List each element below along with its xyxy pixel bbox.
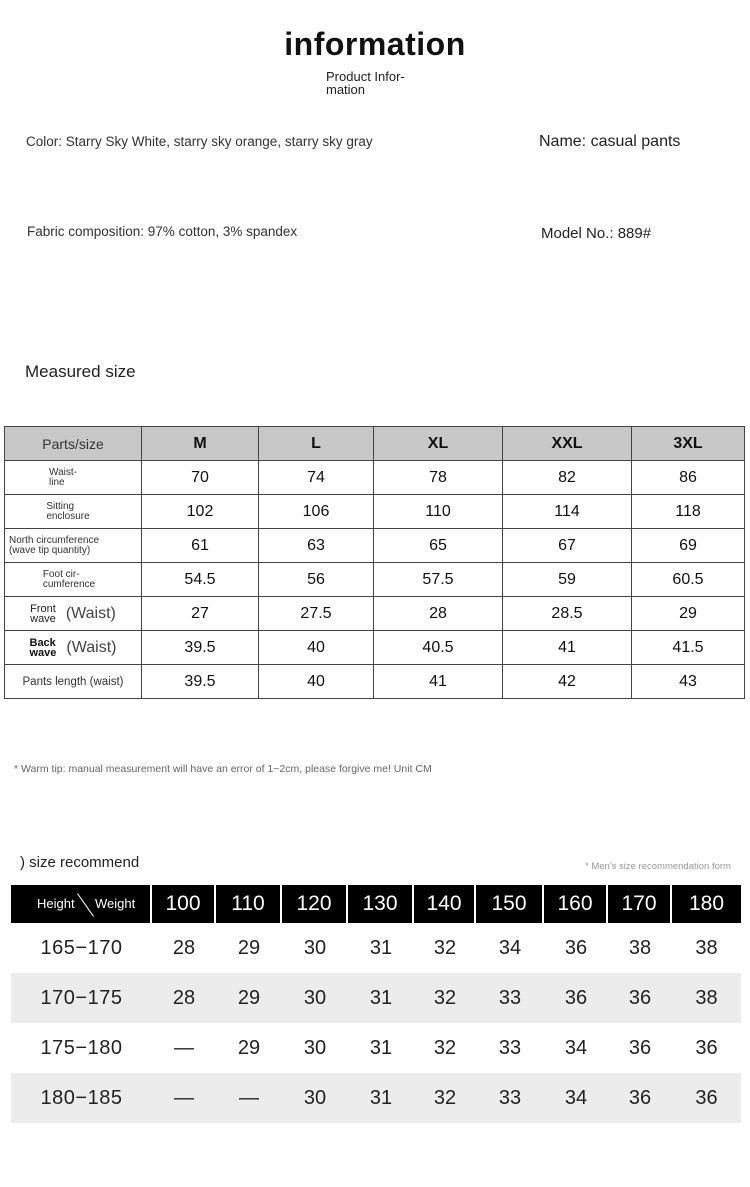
size-cell: 36 [608, 1073, 672, 1123]
value-cell: 54.5 [142, 563, 259, 597]
size-cell: 29 [216, 973, 282, 1023]
value-cell: 40 [259, 631, 374, 665]
value-cell: 118 [632, 495, 745, 529]
value-cell: 69 [632, 529, 745, 563]
part-label-line: (wave tip quantity) [9, 544, 91, 556]
size-cell: 31 [348, 1073, 414, 1123]
part-label-extra: (Waist) [66, 638, 117, 656]
size-cell: 31 [348, 973, 414, 1023]
table-row [5, 597, 745, 631]
part-label [5, 597, 142, 631]
value-cell: 63 [259, 529, 374, 563]
measured-size-table [4, 426, 745, 699]
size-cell: 34 [476, 923, 544, 973]
part-label-line: enclosure [46, 510, 90, 522]
warm-tip: * Warm tip: manual measurement will have an error of 1~2cm, please forgive me! Unit CM [14, 763, 432, 775]
value-cell: 78 [374, 461, 503, 495]
value-cell: 102 [142, 495, 259, 529]
size-cell: 38 [672, 923, 741, 973]
size-cell: 28 [152, 973, 216, 1023]
table-row [5, 563, 745, 597]
size-cell: 32 [414, 973, 476, 1023]
size-cell: 36 [608, 973, 672, 1023]
value-cell: 61 [142, 529, 259, 563]
corner-height-label: Height [37, 896, 75, 911]
value-cell: 86 [632, 461, 745, 495]
size-cell: — [152, 1073, 216, 1123]
value-cell: 57.5 [374, 563, 503, 597]
weight-header: 180 [672, 885, 741, 923]
value-cell: 39.5 [142, 631, 259, 665]
size-cell: 29 [216, 1023, 282, 1073]
value-cell: 65 [374, 529, 503, 563]
size-cell: 38 [672, 973, 741, 1023]
part-label-extra: (Waist) [65, 604, 116, 622]
part-label-line: Front [30, 602, 56, 615]
size-cell: 32 [414, 923, 476, 973]
weight-header: 130 [348, 885, 414, 923]
size-cell: 30 [282, 973, 348, 1023]
part-label-line: Back [29, 636, 56, 649]
size-cell: 33 [476, 973, 544, 1023]
size-cell: 34 [544, 1023, 608, 1073]
size-cell: 34 [544, 1073, 608, 1123]
table-row [11, 1073, 741, 1123]
part-label [5, 461, 142, 495]
table-row [5, 461, 745, 495]
size-cell: 30 [282, 923, 348, 973]
corner-weight-label: Weight [95, 896, 136, 911]
header-size-l: L [259, 427, 374, 461]
height-range: 165−170 [11, 923, 152, 973]
header-size-xxl: XXL [503, 427, 632, 461]
size-cell: 36 [544, 923, 608, 973]
value-cell: 40.5 [374, 631, 503, 665]
recommend-header-row [11, 885, 741, 923]
size-cell: 32 [414, 1023, 476, 1073]
weight-header: 100 [152, 885, 216, 923]
name-info: Name: casual pants [539, 133, 681, 150]
part-label-line: Waist- [49, 466, 77, 478]
value-cell: 41 [374, 665, 503, 699]
size-cell: 31 [348, 923, 414, 973]
value-cell: 41 [503, 631, 632, 665]
page-subtitle [326, 70, 436, 96]
table-row [11, 1023, 741, 1073]
model-info: Model No.: 889# [541, 225, 652, 242]
header-size-m: M [142, 427, 259, 461]
page-title: information [284, 26, 466, 62]
part-label-line: North circumference [9, 534, 100, 546]
size-table-header [5, 427, 745, 461]
value-cell: 27.5 [259, 597, 374, 631]
subtitle-line: Product Infor- [326, 69, 405, 84]
header-size-xl: XL [374, 427, 503, 461]
size-cell: — [152, 1023, 216, 1073]
table-row [5, 631, 745, 665]
size-cell: 36 [608, 1023, 672, 1073]
recommendation-form-label: * Men's size recommendation form [585, 861, 731, 872]
table-row [11, 973, 741, 1023]
part-label: Pants length (waist) [5, 665, 142, 699]
fabric-info: Fabric composition: 97% cotton, 3% spandex [27, 224, 298, 239]
table-row [5, 529, 745, 563]
part-label-line: Sitting [46, 500, 75, 512]
value-cell: 41.5 [632, 631, 745, 665]
part-label-line: wave [29, 646, 57, 659]
size-cell: 33 [476, 1023, 544, 1073]
size-cell: 36 [672, 1073, 741, 1123]
size-cell: — [216, 1073, 282, 1123]
weight-header: 110 [216, 885, 282, 923]
size-cell: 28 [152, 923, 216, 973]
size-cell: 30 [282, 1073, 348, 1123]
value-cell: 60.5 [632, 563, 745, 597]
table-row [11, 923, 741, 973]
size-cell: 36 [544, 973, 608, 1023]
part-label [5, 631, 142, 665]
value-cell: 114 [503, 495, 632, 529]
weight-header: 120 [282, 885, 348, 923]
height-range: 180−185 [11, 1073, 152, 1123]
size-cell: 36 [672, 1023, 741, 1073]
value-cell: 28 [374, 597, 503, 631]
value-cell: 106 [259, 495, 374, 529]
size-cell: 29 [216, 923, 282, 973]
part-label-line: Foot cir- [42, 568, 80, 580]
height-range: 175−180 [11, 1023, 152, 1073]
size-cell: 31 [348, 1023, 414, 1073]
weight-header: 140 [414, 885, 476, 923]
weight-header: 170 [608, 885, 672, 923]
part-label [5, 495, 142, 529]
value-cell: 59 [503, 563, 632, 597]
part-label [5, 529, 142, 563]
value-cell: 67 [503, 529, 632, 563]
part-label-line: wave [30, 612, 56, 625]
value-cell: 27 [142, 597, 259, 631]
part-label-line: line [49, 476, 65, 488]
size-cell: 38 [608, 923, 672, 973]
value-cell: 42 [503, 665, 632, 699]
measured-size-title: Measured size [25, 362, 136, 381]
value-cell: 74 [259, 461, 374, 495]
value-cell: 56 [259, 563, 374, 597]
weight-header: 160 [544, 885, 608, 923]
table-row [5, 495, 745, 529]
part-label [5, 563, 142, 597]
header-parts-size: Parts/size [5, 427, 142, 461]
value-cell: 28.5 [503, 597, 632, 631]
size-recommend-table [11, 885, 741, 1123]
size-cell: 33 [476, 1073, 544, 1123]
size-cell: 30 [282, 1023, 348, 1073]
value-cell: 70 [142, 461, 259, 495]
size-cell: 32 [414, 1073, 476, 1123]
value-cell: 29 [632, 597, 745, 631]
height-range: 170−175 [11, 973, 152, 1023]
size-recommend-title: ) size recommend [20, 854, 140, 871]
weight-header: 150 [476, 885, 544, 923]
value-cell: 43 [632, 665, 745, 699]
header-size-3xl: 3XL [632, 427, 745, 461]
value-cell: 82 [503, 461, 632, 495]
height-weight-corner [11, 885, 152, 923]
value-cell: 40 [259, 665, 374, 699]
table-row [5, 665, 745, 699]
part-label-line: cumference [42, 578, 96, 590]
value-cell: 110 [374, 495, 503, 529]
diagonal-divider [77, 893, 94, 917]
value-cell: 39.5 [142, 665, 259, 699]
color-info: Color: Starry Sky White, starry sky orange, starry sky gray [26, 134, 373, 149]
subtitle-line: mation [326, 82, 366, 97]
